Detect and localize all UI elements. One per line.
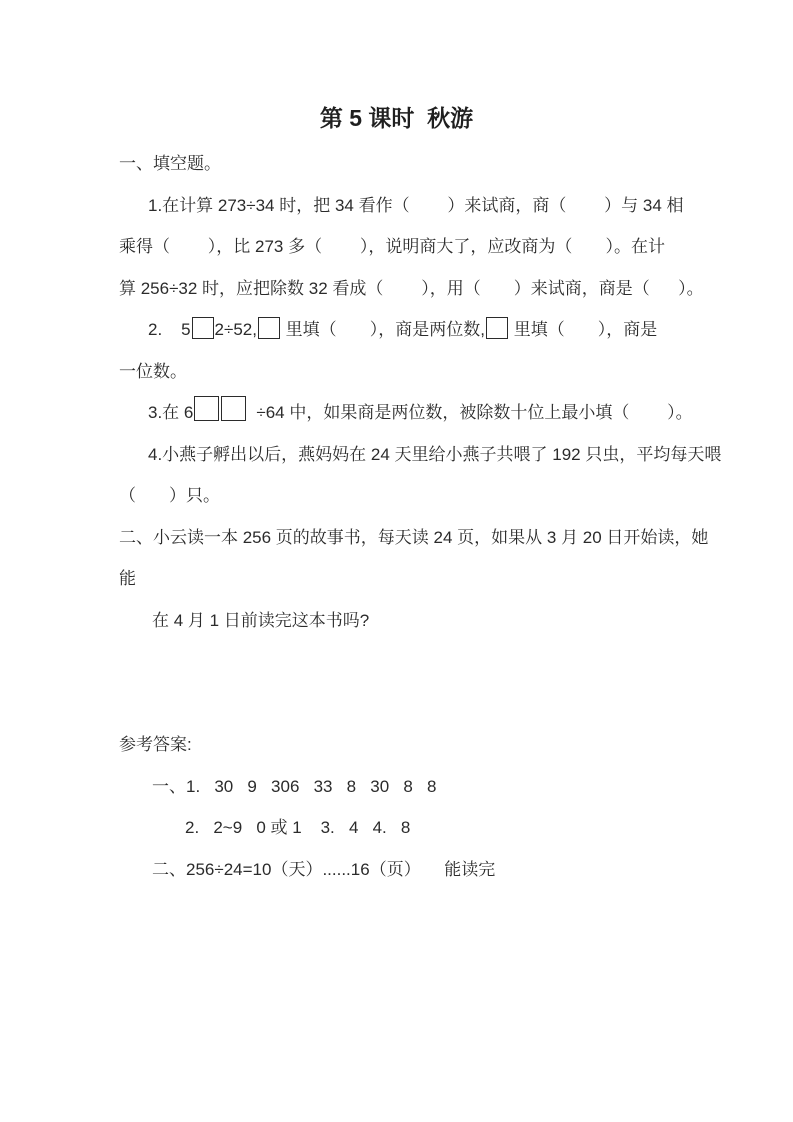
question3-seg2: ÷64 中，如果商是两位数，被除数十位上最小填（ ）。 xyxy=(256,403,693,422)
question1-line1: 1.在计算 273÷34 时，把 34 看作（ ）来试商，商（ ）与 34 相 xyxy=(148,195,684,215)
question4-line1: 4.小燕子孵出以后，燕妈妈在 24 天里给小燕子共喂了 192 只虫，平均每天喂 xyxy=(148,444,722,464)
question4-line2: （ ）只。 xyxy=(119,486,221,505)
question2-line2: 一位数。 xyxy=(119,361,187,381)
blank-space xyxy=(119,641,674,724)
question1-line2: 乘得（ ），比 273 多（ ），说明商大了，应改商为（ ）。在计 xyxy=(119,237,665,256)
question2-seg3: 里填（ ），商是两位数, xyxy=(280,320,485,339)
question3-line1 xyxy=(119,392,693,434)
question2-seg4: 里填（ ），商是 xyxy=(508,320,658,339)
question3-seg1: 3.在 6 xyxy=(148,403,194,422)
question2-seg1: 2. 5 xyxy=(148,320,191,339)
fill-in-box xyxy=(221,396,246,421)
question1-line3: 算 256÷32 时，应把除数 32 看成（ ），用（ ）来试商，商是（ ）。 xyxy=(119,278,704,298)
question2-line1 xyxy=(119,309,674,351)
section1-heading: 一、填空题。 xyxy=(119,154,221,173)
answers-line1: 一、1. 30 9 306 33 8 30 8 8 xyxy=(152,776,437,796)
fill-in-box xyxy=(194,396,219,421)
answers-line3: 二、256÷24=10（天）......16（页） 能读完 xyxy=(152,859,496,879)
question2-seg2: 2÷52, xyxy=(214,320,257,339)
section2-line3: 在 4 月 1 日前读完这本书吗? xyxy=(152,610,370,630)
section2-line2: 能 xyxy=(119,569,136,588)
fill-in-box xyxy=(486,317,508,339)
section2-line1: 二、小云读一本 256 页的故事书，每天读 24 页，如果从 3 月 20 日开始读，她 xyxy=(119,527,709,547)
answers-heading: 参考答案: xyxy=(119,735,192,754)
page-title: 第 5 课时 秋游 xyxy=(319,105,474,131)
fill-in-box xyxy=(258,317,280,339)
answers-line2: 2. 2~9 0 或 1 3. 4 4. 8 xyxy=(185,818,411,837)
fill-in-box xyxy=(192,317,214,339)
